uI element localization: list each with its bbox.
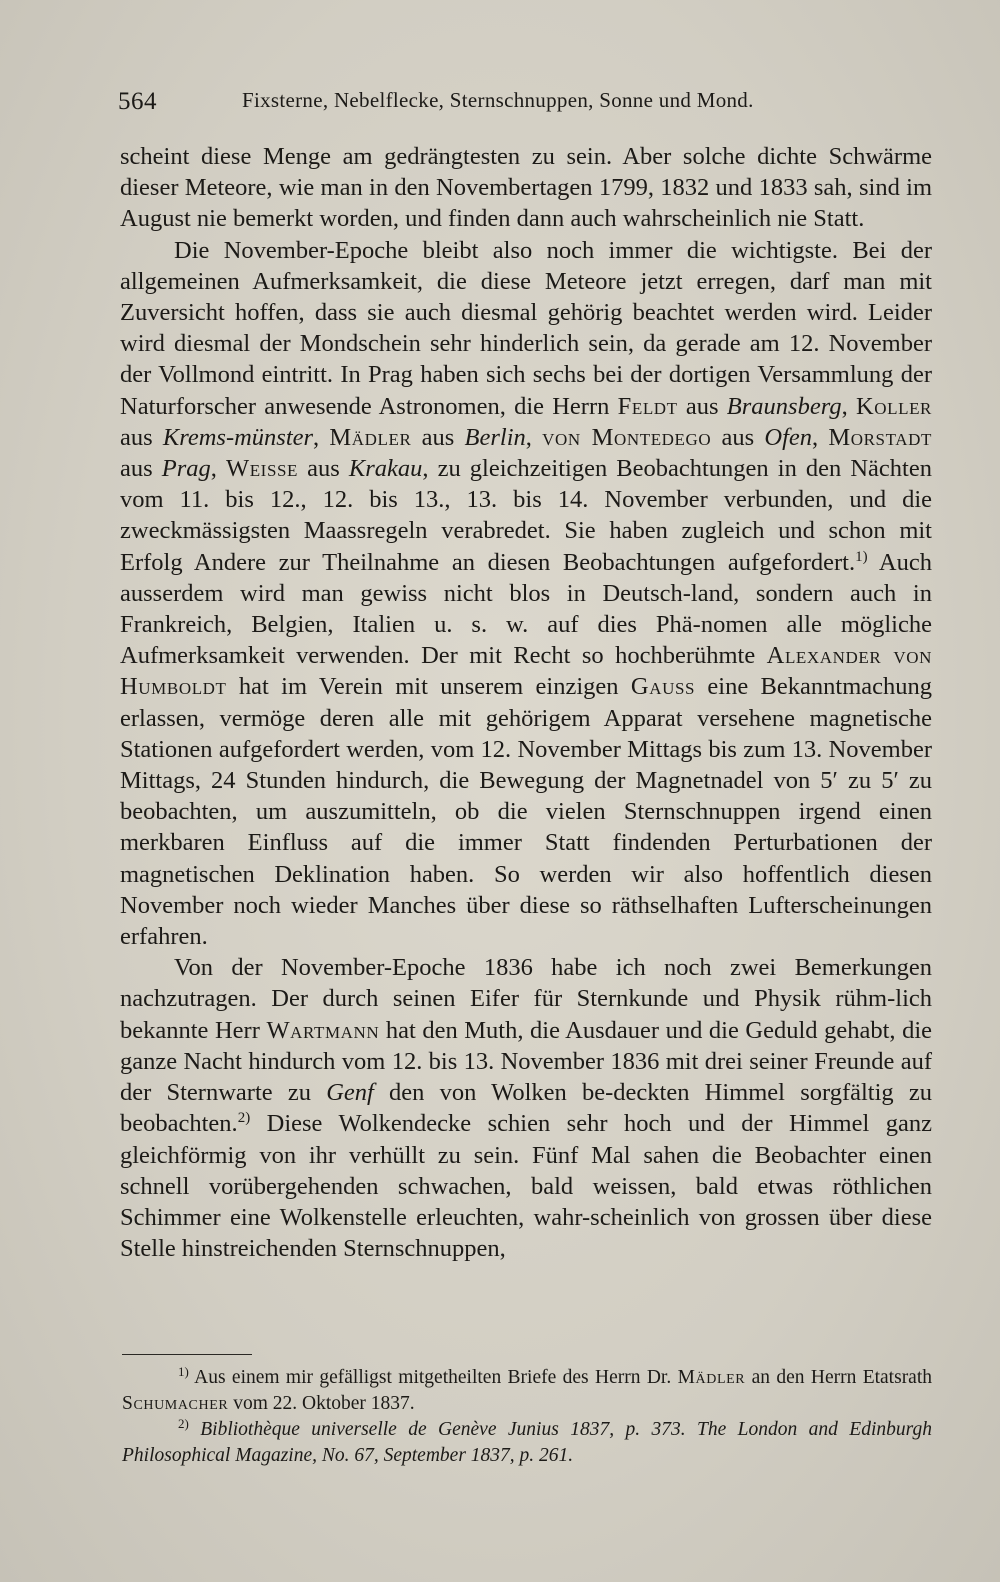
place-name: Ofen	[764, 423, 813, 451]
person-name: Gauss	[630, 673, 696, 701]
paragraph-text: ,	[313, 423, 330, 451]
person-name: Feldt	[617, 392, 678, 420]
paragraph-text: aus	[120, 455, 162, 483]
paragraph-text: ,	[841, 392, 856, 420]
paragraph-text: ,	[525, 423, 543, 451]
footnotes	[122, 1365, 932, 1469]
paragraph-text: den von Wolken be-deckten Himmel sorgfältig zu beobachten.	[120, 1079, 932, 1138]
footnote-divider	[122, 1354, 252, 1355]
footnote-text: vom 22. Oktober 1837.	[228, 1393, 415, 1414]
person-name: Schumacher	[122, 1393, 229, 1414]
person-name: Weisse	[225, 455, 299, 483]
paragraph-text: ,	[210, 455, 226, 483]
paragraph-text: aus	[120, 423, 163, 451]
person-name: Alexander von Humboldt	[120, 642, 932, 701]
place-name: Krakau	[348, 455, 423, 483]
footnote-text: Aus einem mir gefälligst mitgetheilten Briefe des Herrn Dr.	[188, 1367, 678, 1388]
footnote-mark: 2)	[178, 1416, 189, 1431]
running-head: Fixsterne, Nebelflecke, Sternschnuppen, Sonne und Mond.	[242, 88, 754, 112]
footnote-mark: 1)	[178, 1364, 189, 1379]
person-name: Mädler	[329, 423, 412, 451]
place-name: Braunsberg	[726, 392, 842, 420]
paragraph-text: Diese Wolkendecke schien sehr hoch und der Himmel ganz gleichförmig von ihr verhüllt zu sein. Fünf Mal sahen die Beobachter einen schnell vorübergehenden schwachen, bald weissen, bald etwas röthlichen Schimmer eine Wolkenstelle erleuchten, wahr-scheinlich von grossen über diese Stelle hinstreichenden Sternschnuppen,	[120, 1110, 932, 1263]
paragraph-3	[120, 952, 932, 1264]
person-name: Koller	[855, 392, 932, 420]
place-name: Krems-münster	[162, 423, 314, 451]
paragraph-text: hat den Muth, die Ausdauer und die Geduld gehabt, die ganze Nacht hindurch vom 12. bis 13. November 1836 mit drei seiner Freunde auf der Sternwarte zu	[120, 1016, 932, 1107]
paragraph-text: hat im Verein mit unserem einzigen	[226, 673, 631, 701]
paragraph-text: Von der November-Epoche 1836 habe ich noch zwei Bemerkungen nachzutragen. Der durch seinen Eifer für Sternkunde und Physik rühm-lich bekannte Herr	[120, 954, 932, 1044]
paragraph-text: Auch ausserdem wird man gewiss nicht blos in Deutsch-land, sondern auch in Frankreich, Belgien, Italien u. s. w. auf dies Phä-nomen alle mögliche Aufmerksamkeit verwenden. Der mit Recht so hochberühmte	[120, 548, 932, 670]
person-name: Morstadt	[828, 423, 932, 451]
person-name: Wartmann	[266, 1016, 380, 1044]
person-name: Mädler	[677, 1367, 746, 1388]
paragraph-text: scheint diese Menge am gedrängtesten zu sein. Aber solche dichte Schwärme dieser Meteore, wie man in den Novembertagen 1799, 1832 und 1833 sah, sind im August nie bemerkt worden, und finden dann auch wahrscheinlich nie Statt.	[120, 143, 932, 233]
place-name: Prag	[161, 455, 211, 483]
body-text	[120, 141, 932, 1264]
paragraph-text: eine Bekanntmachung erlassen, vermöge deren alle mit gehörigem Apparat versehene magnetische Stationen aufgefordert werden, vom 12. November Mittags bis zum 13. November Mittags, 24 Stunden hindurch, die Bewegung der Magnetnadel von 5′ zu 5′ zu beobachten, um auszumitteln, ob die vielen Sternschnuppen irgend einen merkbaren Einfluss auf die immer Statt findenden Perturbationen der magnetischen Deklination haben. So werden wir also hoffentlich diesen November noch wieder Manches über diese so räthselhaften Lufterscheinungen erfahren.	[120, 673, 933, 951]
page-header	[118, 82, 930, 122]
paragraph-1	[120, 141, 932, 235]
place-name: Genf	[326, 1079, 374, 1107]
footnote-text: an den Herrn Etatsrath	[745, 1367, 933, 1388]
paragraph-text: Die November-Epoche bleibt also noch immer die wichtigste. Bei der allgemeinen Aufmerksamkeit, die diese Meteore jetzt erregen, darf man mit Zuversicht hoffen, dass sie auch diesmal gehörig beachtet werden wird. Leider wird diesmal der Mondschein sehr hinderlich sein, da gerade am 12. November der Vollmond eintritt. In Prag haben sich sechs bei der dortigen Versammlung der Naturforscher anwesende Astronomen, die Herrn	[120, 236, 932, 420]
paragraph-text: aus	[411, 423, 465, 451]
paragraph-text: aus	[298, 455, 349, 483]
place-name: Berlin	[464, 423, 526, 451]
footnote-reference[interactable]: 2)	[237, 1110, 251, 1127]
footnote-reference[interactable]: 1)	[855, 548, 868, 565]
footnote-1	[122, 1365, 932, 1417]
footnote-text: Bibliothèque universelle de Genève Junius 1837, p. 373. The London and Edinburgh Philosophical Magazine, No. 67, September 1837, p. 261.	[122, 1419, 932, 1466]
paragraph-text: aus	[677, 392, 727, 420]
paragraph-text: aus	[711, 423, 765, 451]
paragraph-text: , zu gleichzeitigen Beobachtungen in den Nächten vom 11. bis 12., 12. bis 13., 13. bis 14. November verbunden, und die zweckmässigsten Maassregeln verabredet. Sie haben zugleich und schon mit Erfolg Andere zur Theilnahme an diesen Beobachtungen aufgefordert.	[120, 455, 932, 576]
page-number: 564	[118, 88, 157, 115]
paragraph-2	[120, 235, 932, 953]
paragraph-text: ,	[812, 423, 829, 451]
footnote-2	[122, 1417, 932, 1469]
person-name: von Montedego	[542, 423, 712, 451]
